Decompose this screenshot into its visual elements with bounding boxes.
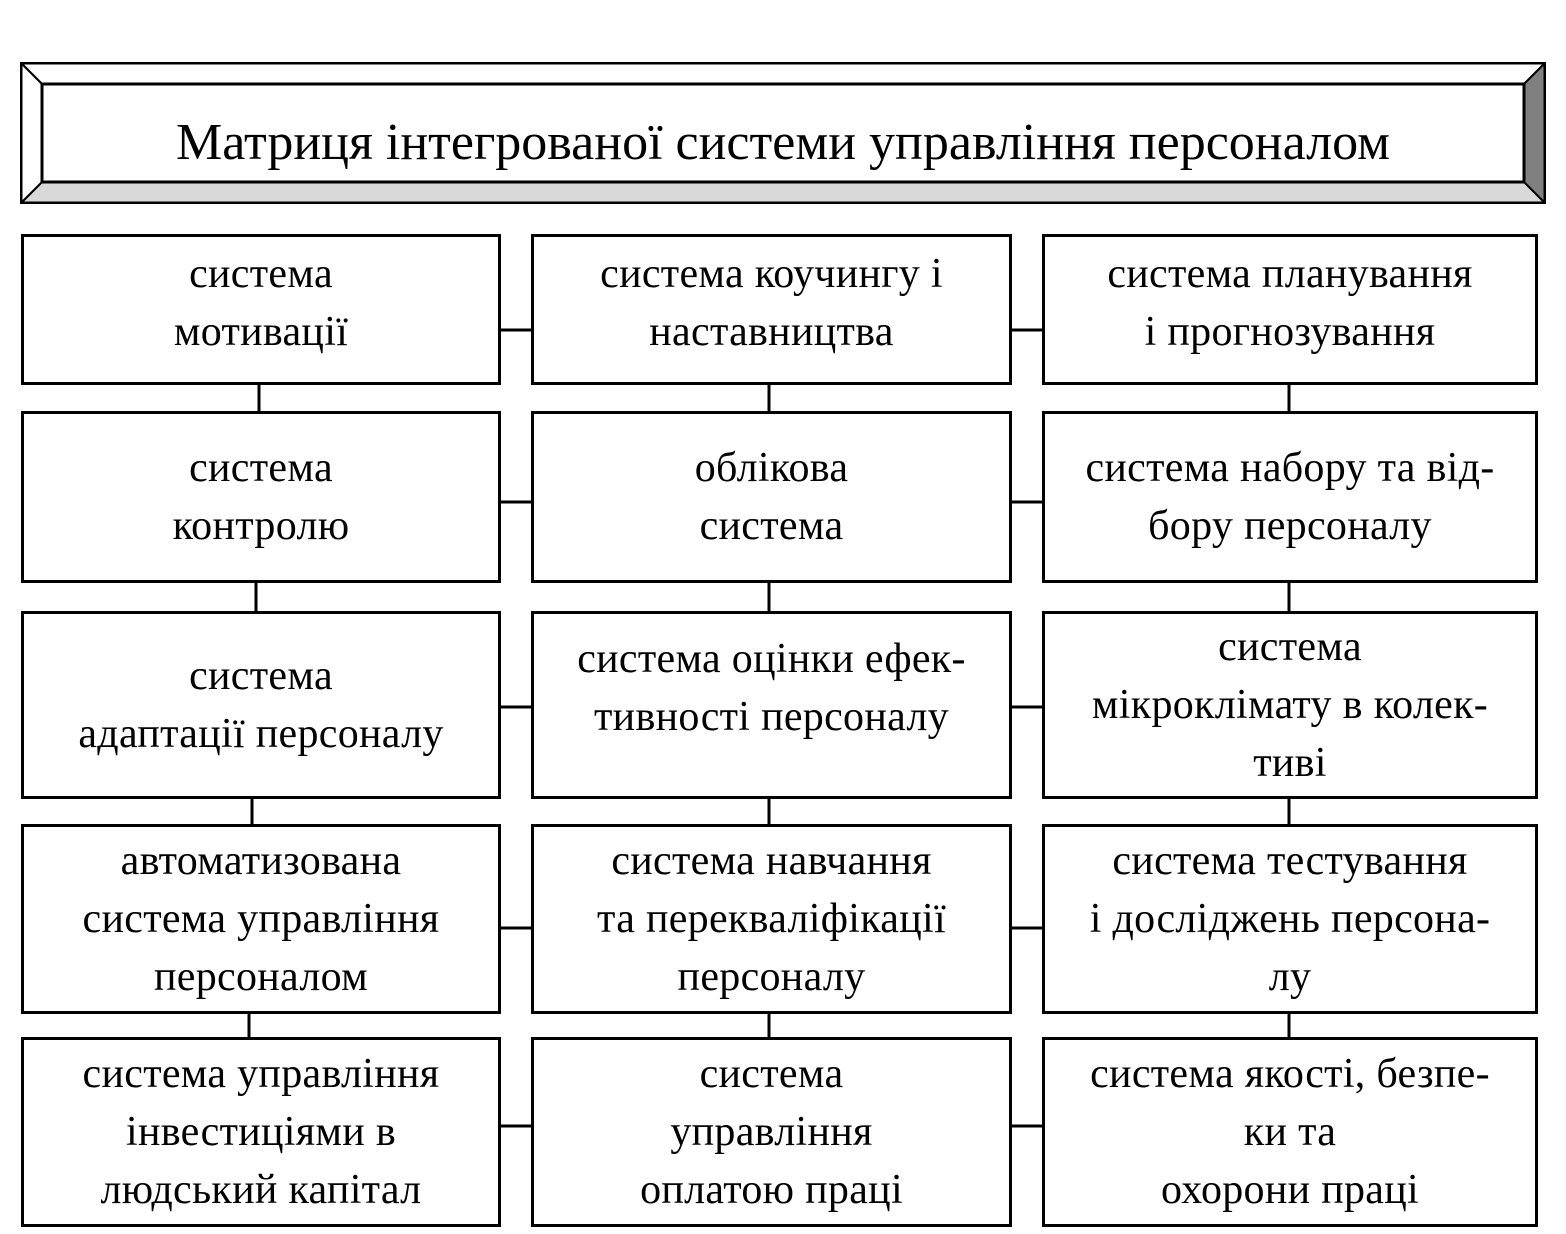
box-automated-hr-system <box>21 824 501 1014</box>
box-coaching-mentoring-system <box>531 234 1012 385</box>
box-training-retraining-system <box>531 824 1012 1014</box>
box-text-line: облікова <box>694 445 849 491</box>
box-text-line: наставництва <box>649 308 894 355</box>
box-human-capital-investment-system <box>21 1037 501 1227</box>
box-payroll-management-system <box>531 1037 1012 1227</box>
box-text-line: і досліджень персона- <box>1089 896 1491 942</box>
box-text-line: автоматизована <box>120 838 402 884</box>
box-microclimate-system <box>1042 611 1538 799</box>
box-text-line: система <box>699 503 844 549</box>
box-text-line: лу <box>1268 954 1312 1000</box>
box-text-line: охорони праці <box>1161 1167 1419 1213</box>
box-text-line: тивності персоналу <box>594 694 949 740</box>
box-recruitment-selection-system <box>1042 411 1538 583</box>
box-text-line: система <box>189 445 333 491</box>
box-text-line: система тестування <box>1112 838 1468 884</box>
box-accounting-system <box>531 411 1012 583</box>
box-text-line: людський капітал <box>100 1167 422 1213</box>
box-text-line: ки та <box>1243 1109 1337 1155</box>
box-text-line: система якості, безпе- <box>1090 1051 1490 1097</box>
box-efficiency-evaluation-system <box>531 611 1012 799</box>
box-motivation-system <box>21 234 501 385</box>
box-text-line: система <box>699 1051 844 1097</box>
box-text-line: система <box>189 653 333 699</box>
box-text-line: система управління <box>82 1051 440 1097</box>
box-text-line: система оцінки ефек- <box>577 636 966 682</box>
box-text-line: система коучингу і <box>600 250 943 297</box>
box-adaptation-system <box>21 611 501 799</box>
box-text-line: система управління <box>82 896 440 942</box>
box-quality-safety-system <box>1042 1037 1538 1227</box>
box-text-line: та перекваліфікації <box>597 896 946 942</box>
box-control-system <box>21 411 501 583</box>
box-text-line: управління <box>670 1109 873 1155</box>
box-text-line: система <box>1218 624 1362 670</box>
box-text-line: система навчання <box>611 838 932 884</box>
box-text-line: оплатою праці <box>640 1167 903 1213</box>
box-text-line: персоналу <box>677 954 866 1000</box>
box-text-line: система <box>189 250 333 297</box>
box-text-line: персоналом <box>154 954 368 1000</box>
box-text-line: контролю <box>172 503 350 549</box>
box-text-line: система набору та від- <box>1085 445 1495 491</box>
box-text-line: інвестиціями в <box>126 1109 396 1155</box>
box-text-line: система планування <box>1107 250 1473 297</box>
box-planning-forecasting-system <box>1042 234 1538 385</box>
box-text-line: мотивації <box>173 308 349 355</box>
diagram-title: Матриця інтегрованої системи управління персоналом <box>175 114 1391 171</box>
box-text-line: бору персоналу <box>1148 503 1432 549</box>
box-text-line: тиві <box>1253 740 1327 786</box>
box-text-line: адаптації персоналу <box>78 711 444 757</box>
box-text-line: і прогнозування <box>1144 308 1436 355</box>
box-text-line: мікроклімату в колек- <box>1091 682 1489 728</box>
box-testing-research-system <box>1042 824 1538 1014</box>
